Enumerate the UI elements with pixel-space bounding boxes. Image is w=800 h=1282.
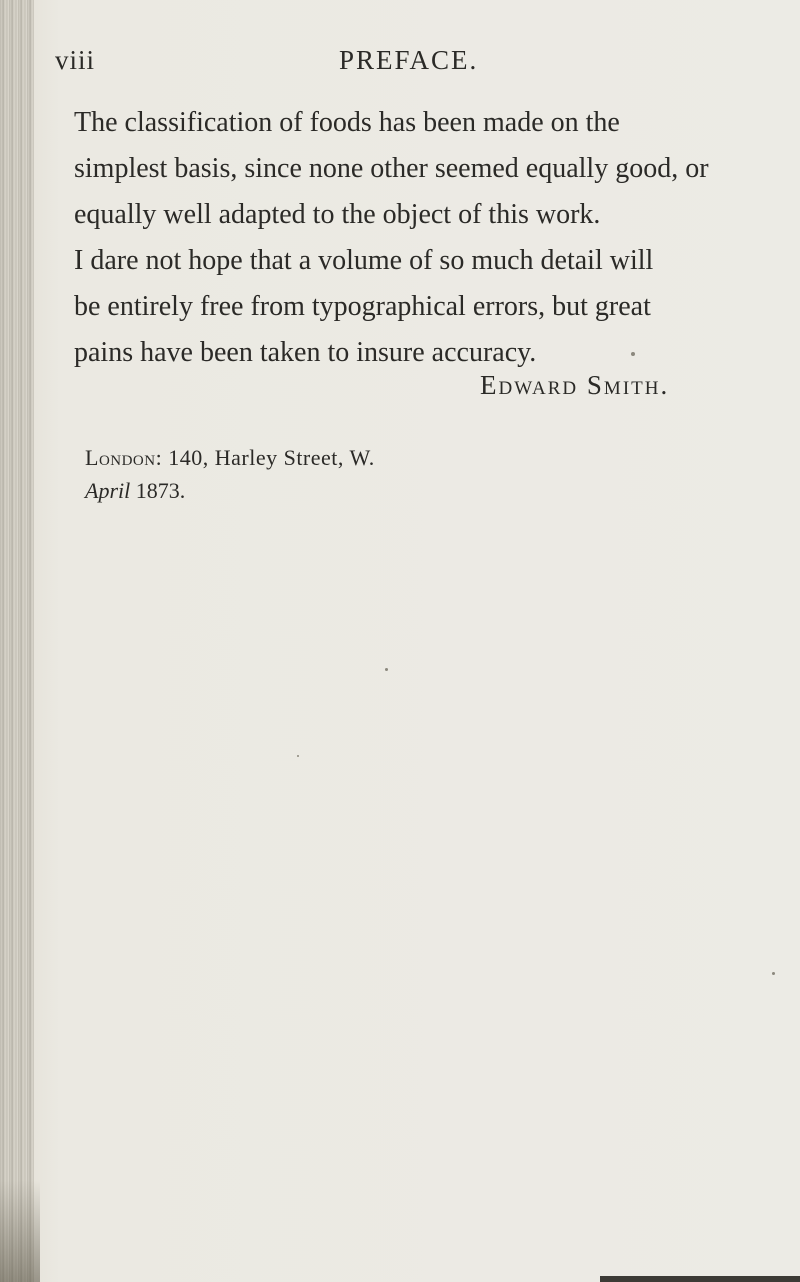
ink-speck [385, 668, 388, 671]
running-head [55, 45, 755, 85]
text-line: The classification of foods has been made on the [74, 107, 620, 138]
address-city: London [85, 445, 156, 470]
ink-speck [631, 352, 635, 356]
text-line: I dare not hope that a volume of so much detail will [74, 245, 654, 276]
paragraph-1 [55, 100, 771, 238]
text-line: pains have been taken to insure accuracy. [74, 337, 537, 368]
text-line: simplest basis, since none other seemed equally good, or [74, 153, 709, 184]
bottom-edge-shadow [600, 1276, 800, 1282]
page-number: viii [55, 45, 96, 75]
date-line [85, 478, 185, 504]
address-line [85, 445, 375, 471]
text-line: equally well adapted to the object of this work. [74, 199, 601, 230]
section-title: PREFACE. [339, 45, 479, 75]
date-month: April [85, 478, 131, 503]
gutter-shadow [0, 1180, 40, 1282]
binding-gutter [0, 0, 34, 1282]
author-signature: Edward Smith. [480, 370, 670, 400]
body-text [55, 100, 771, 376]
ink-speck [297, 755, 299, 757]
ink-speck [772, 972, 775, 975]
date-year: 1873. [130, 478, 186, 503]
address-street: : 140, Harley Street, W. [155, 445, 375, 470]
text-line: be entirely free from typographical errors, but great [74, 291, 651, 322]
paragraph-2 [55, 238, 771, 376]
